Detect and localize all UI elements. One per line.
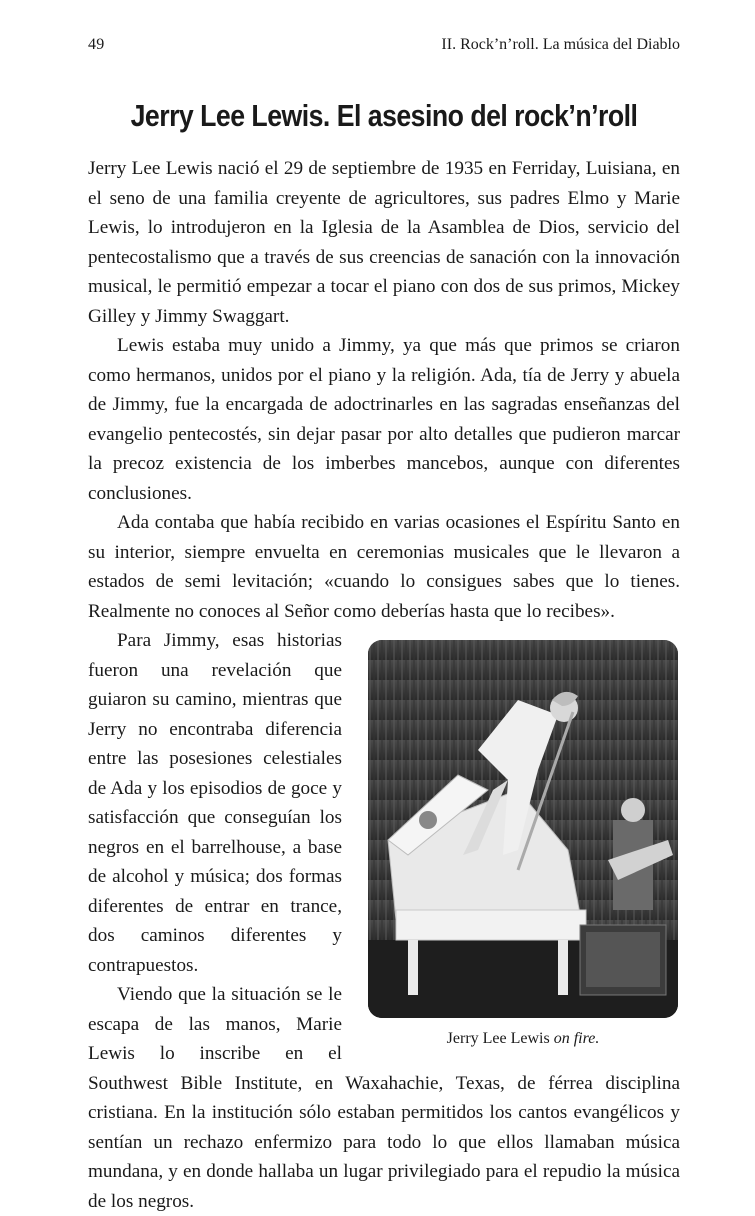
figure-caption [368, 1028, 678, 1050]
chapter-title: Jerry Lee Lewis. El asesino del rock’n’roll [130, 98, 638, 133]
paragraph-1: Jerry Lee Lewis nació el 29 de septiembre de 1935 en Ferriday, Luisiana, en el seno de una familia creyente de agricultores, sus padres Elmo y Marie Lewis, lo introdujeron en la Iglesia de la Asamblea de Dios, servicio del pentecostalismo que a través de sus creencias de sanación con la innovación musical, le permitió empezar a tocar el piano con dos de sus primos, Mickey Gilley y Jimmy Swaggart. [88, 158, 680, 327]
page-number: 49 [88, 36, 105, 53]
running-head: II. Rock’n’roll. La música del Diablo [441, 36, 680, 53]
paragraph-2: Lewis estaba muy unido a Jimmy, ya que más que primos se criaron como hermanos, unidos por el piano y la religión. Ada, tía de Jerry y abuela de Jimmy, fue la encargada de adoctrinarles en las sagradas enseñanzas del evangelio pentecostés, sin dejar pasar por alto detalles que pudieron marcar la precoz existencia de los imberbes mancebos, aunque con diferentes conclusiones. [88, 335, 680, 504]
photo-jerry-lee-lewis [368, 640, 678, 1018]
caption-emphasis: on fire. [553, 1030, 600, 1047]
paragraph-4: Para Jimmy, esas historias fueron una revelación que guiaron su camino, mientras que Jerry no encontraba diferencia entre las posesiones celestiales de Ada y los episodios de goce y satisfacción que conseguían los negros en el barrelhouse, a base de alcohol y música; dos formas diferentes de entrar en trance, dos caminos diferentes y contrapuestos. [88, 630, 342, 976]
paragraph-3: Ada contaba que había recibido en varias ocasiones el Espíritu Santo en su interior, siempre envuelta en ceremonias musicales que le llevaron a estados de semi levitación; «cuando lo consigues sabes que lo tienes. Realmente no conoces al Señor como deberías hasta que lo recibes». [88, 512, 680, 622]
caption-name: Jerry Lee Lewis [446, 1030, 550, 1047]
figure [362, 640, 680, 1058]
paragraph-5: Viendo que la situación se le escapa de las manos, Marie Lewis lo inscribe en el Southwest Bible Institute, en Waxahachie, Texas, de férrea disciplina cristiana. En la institución sólo estaban permitidos los cantos evangélicos y sentían un rechazo enfermizo para todo lo que ellos llamaban música mundana, y en donde hallaba un lugar privilegiado para el repudio la música de los negros. [88, 984, 680, 1212]
article-body [88, 154, 680, 1216]
